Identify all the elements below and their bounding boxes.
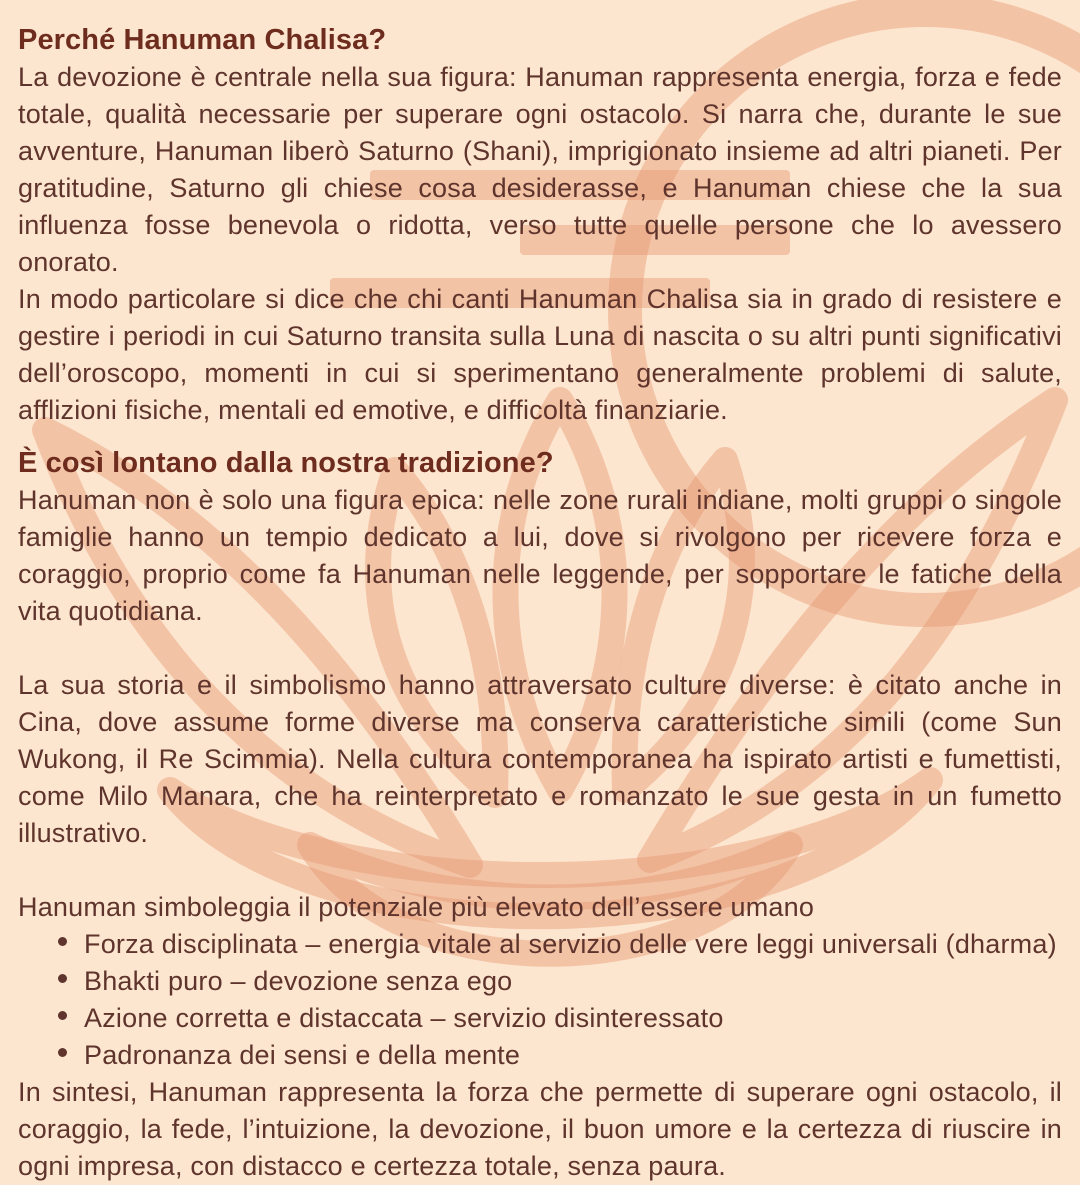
bullet-icon xyxy=(58,937,67,946)
paragraph-potenziale-intro: Hanuman simboleggia il potenziale più elevato dell’essere umano xyxy=(18,892,815,922)
heading-tradizione: È così lontano dalla nostra tradizione? xyxy=(18,447,554,479)
paragraph-hanuman-chalisa-benefici: In modo particolare si dice che chi canti Hanuman Chalisa sia in grado di resistere e gestire i periodi in cui Saturno transita sulla Luna di nascita o su altri punti significativi dell’oroscopo, momenti in cui si sperimentano generalmente problemi di salute, afflizioni fisiche, mentali ed emotive, e difficoltà finanziarie. xyxy=(18,284,1062,425)
heading-perche-hanuman-chalisa: Perché Hanuman Chalisa? xyxy=(18,24,387,56)
qualities-list xyxy=(18,926,1062,1074)
paragraph-storia-simbolismo: La sua storia e il simbolismo hanno attraversato culture diverse: è citato anche in Cina, dove assume forme diverse ma conserva caratteristiche simili (come Sun Wukong, il Re Scimmia). Nella cultura contemporanea ha ispirato artisti e fumettisti, come Milo Manara, che ha reinterpretato e romanzato le sue gesta in un fumetto illustrativo. xyxy=(18,670,1062,848)
bullet-icon xyxy=(58,974,67,983)
list-item-label: Padronanza dei sensi e della mente xyxy=(84,1040,521,1070)
list-item-label: Forza disciplinata – energia vitale al servizio delle vere leggi universali (dharma) xyxy=(84,929,1057,959)
paragraph-devozione: La devozione è centrale nella sua figura: Hanuman rappresenta energia, forza e fede totale, qualità necessarie per superare ogni ostacolo. Si narra che, durante le sue avventure, Hanuman liberò Saturno (Shani), imprigionato insieme ad altri pianeti. Per gratitudine, Saturno gli chiese cosa desiderasse, e Hanuman chiese che la sua influenza fosse benevola o ridotta, verso tutte quelle persone che lo avessero onorato. xyxy=(18,62,1062,277)
list-item-padronanza xyxy=(18,1037,1062,1074)
paragraph-sintesi: In sintesi, Hanuman rappresenta la forza che permette di superare ogni ostacolo, il coraggio, la fede, l’intuizione, la devozione, il buon umore e la certezza di riuscire in ogni impresa, con distacco e certezza totale, senza paura. xyxy=(18,1077,1062,1181)
paragraph-figura-epica: Hanuman non è solo una figura epica: nelle zone rurali indiane, molti gruppi o singole famiglie hanno un tempio dedicato a lui, dove si rivolgono per ricevere forza e coraggio, proprio come fa Hanuman nelle leggende, per sopportare le fatiche della vita quotidiana. xyxy=(18,485,1062,626)
bullet-icon xyxy=(58,1011,67,1020)
list-item-label: Azione corretta e distaccata – servizio disinteressato xyxy=(84,1003,724,1033)
list-item-azione xyxy=(18,1000,1062,1037)
list-item-forza xyxy=(18,926,1062,963)
list-item-label: Bhakti puro – devozione senza ego xyxy=(84,966,513,996)
bullet-icon xyxy=(58,1048,67,1057)
list-item-bhakti xyxy=(18,963,1062,1000)
